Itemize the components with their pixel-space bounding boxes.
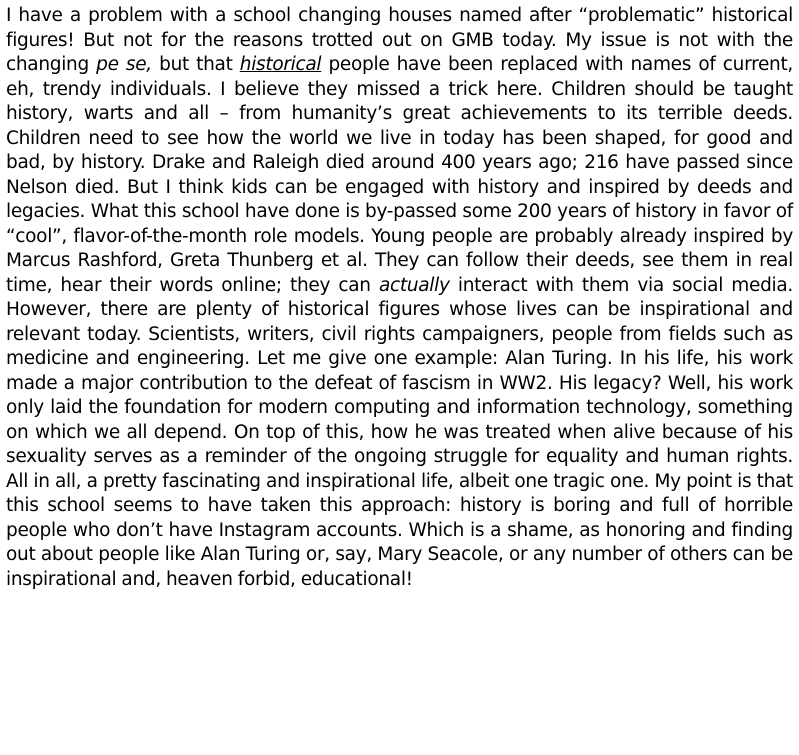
paragraph-ending-text: interact with them via social media. However, there are plenty of historical figures whose lives can be inspirational and relevant today. Scientists, writers, civil rights campaigners, people from fields such as medicine and engineering. Let me give one example: Alan Turing. In his life, his work made a major contribution to the defeat of fascism in WW2. His legacy? Well, his work only laid the foundation for modern computing and information technology, something on which we all depend. On top of this, how he was treated when alive because of his sexuality serves as a reminder of the ongoing struggle for equality and human rights. All in all, a pretty fascinating and inspirational life, albeit one tragic one. My point is that this school seems to have taken this approach: history is boring and full of horrible people who don’t have Instagram accounts. Which is a shame, as honoring and finding out about people like Alan Turing or, say, Mary Seacole, or any number of others can be inspirational and, heaven forbid, educational! xyxy=(6,274,793,590)
body-paragraph xyxy=(6,4,793,592)
paragraph-intro-text: I have a problem with a school changing houses named after “problematic” historical figures! But not for the reasons trotted out on GMB today. My issue is not with the changing xyxy=(6,5,793,75)
emphasis-actually: actually xyxy=(378,274,450,296)
paragraph-middle-text: people have been replaced with names of current, eh, trendy individuals. I believe they missed a trick here. Children should be taught history, warts and all – from humanity’s great achievements to its terrible deeds. Children need to see how the world we live in today has been shaped, for good and bad, by history. Drake and Raleigh died around 400 years ago; 216 have passed since Nelson died. But I think kids can be engaged with history and inspired by deeds and legacies. What this school have done is by-passed some 200 years of history in favor of “cool”, flavor-of-the-month role models. Young people are probably already inspired by Marcus Rashford, Greta Thunberg et al. They can follow their deeds, see them in real time, hear their words online; they can xyxy=(6,54,794,296)
paragraph-connector-text: but that xyxy=(151,54,240,75)
emphasis-pe-se: pe se, xyxy=(96,54,152,75)
underlined-historical: historical xyxy=(239,54,322,75)
